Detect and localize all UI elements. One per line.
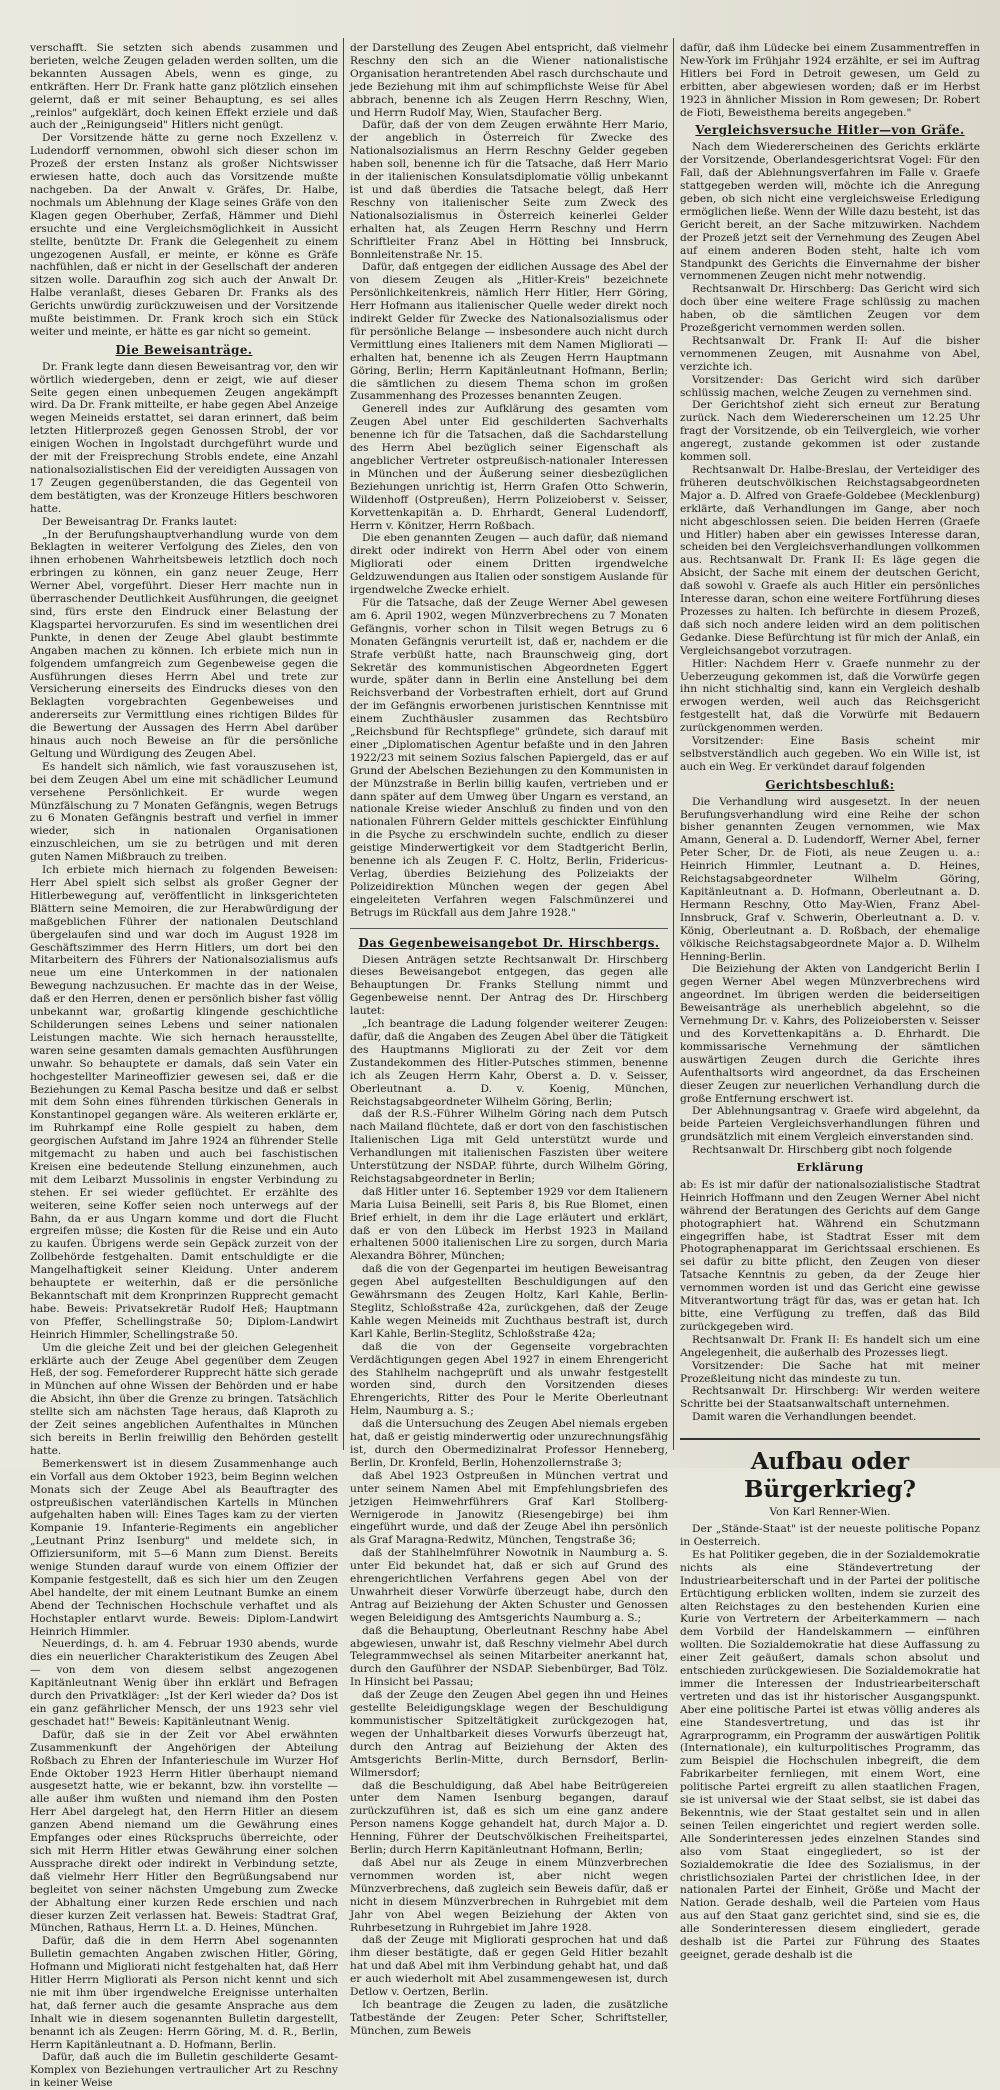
paragraph: Es handelt sich nämlich, wie fast vorauszusehen ist, bei dem Zeugen Abel um eine mit schädlicher Leumund versehene Persönlichkeit. Er wurde wegen Münzfälschung zu 7 Monaten Gefängnis, wegen Betrugs zu 6 Monaten Gefängnis bestraft und verfiel in immer wieder, sich in nationalen Organisationen einzuschleichen, um sie zu betrügen und mit deren guten Namen Mißbrauch zu treiben. <box>30 760 338 864</box>
divider <box>350 928 668 929</box>
paragraph: Hitler: Nachdem Herr v. Graefe nunmehr zu der Ueberzeugung gekommen ist, daß die Vorwürfe gegen ihn nicht stichhaltig sind, kann ein Vergleich deshalb erwogen werden, weil auch das Reichsgericht festgestellt hat, daß die Vorwürfe mit Bedauern zurückgenommen werden. <box>680 657 980 735</box>
paragraph: Dafür, daß der von dem Zeugen erwähnte Herr Mario, der angeblich in Österreich für Zwecke des Nationalsozialismus an Herrn Reschny Gelder gegeben haben soll, benenne ich für die Tatsache, daß Herr Mario in der italienischen Konsulatsdiplomatie völlig unbekannt ist und daß überdies die Tatsache belegt, daß Herr Reschny von italienischer Seite zum Zweck des Nationalsozialismus in Österreich keinerlei Gelder erhalten hat, als Zeugen Herrn Reschny und Herrn Schriftleiter Franz Abel in Hötting bei Innsbruck, Bonnleitenstraße Nr. 15. <box>350 119 668 261</box>
paragraph: daß Hitler unter 16. September 1929 vor dem Italienern Maria Luisa Beinelli, seit Paris 8, bis Rue Blomet, einen Brief erhielt, in dem ihr die Lage erläutert und erklärt, daß er von den Lübeck im Herbst 1923 in Mailand erhaltenen 5000 italienischen Lire zu sorgen, durch Maria Alexandra Böhrer, München; <box>350 1185 668 1263</box>
paragraph: Rechtsanwalt Dr. Frank II: Auf die bisher vernommenen Zeugen, mit Ausnahme von Abel, verzichte ich. <box>680 334 980 373</box>
paragraph: Rechtsanwalt Dr. Halbe-Breslau, der Verteidiger des früheren deutschvölkischen Reichstagsabgeordneten Major a. D. Alfred von Graefe-Goldebee (Mecklenburg) erklärte, daß Verhandlungen im Gange, aber noch nicht abgeschlossen seien. Die beiden Herren (Graefe und Hitler) haben aber ein gewisses Interesse daran, scheiden bei den Vergleichsverhandlungen vollkommen aus. Rechtsanwalt Dr. Frank II: Es läge gegen die Absicht, der Sache mit einem der deutschen Gericht, daß sowohl v. Graefe als auch Hitler ein persönliches Interesse daran, schon eine weitere Fortführung dieses Prozesses zu halten. Ich befürchte in diesem Prozeß, daß sich noch andere leiden wird an dem politischen Gedanke. Diese Befürchtung ist für mich der Anlaß, ein Vergleichsangebot vorzutragen. <box>680 464 980 657</box>
paragraph: daß die von der Gegenpartei im heutigen Beweisantrag gegen Abel aufgestellten Beschuldigungen auf den Gewährsmann des Zeugen Holtz, Karl Kahle, Berlin-Steglitz, Schloßstraße 42a, zurückgehen, daß der Zeuge Kahle wegen Meineids mit Zuchthaus bestraft ist, durch Karl Kahle, Berlin-Steglitz, Schloßstraße 42a; <box>350 1263 668 1340</box>
column-1 <box>30 42 338 2090</box>
column-3 <box>680 42 980 1961</box>
paragraph: daß der Zeuge mit Migliorati gesprochen hat und daß ihm dieser bestätigte, daß er gegen Geld Hitler bezahlt hat und daß Abel mit ihm Verbindung gehabt hat, und daß er auch wiederholt mit Abel zusammengewesen ist, durch Detlow v. Oertzen, Berlin. <box>350 1934 668 1999</box>
paragraph: Rechtsanwalt Dr. Frank II: Es handelt sich um eine Angelegenheit, die außerhalb des Prozesses liegt. <box>680 1333 980 1359</box>
paragraph: ab: Es ist mir dafür der nationalsozialistische Stadtrat Heinrich Hoffmann und den Zeugen Werner Abel nicht während der Beratungen des Gerichts auf dem Gange photographiert hat. Während ein Schutzmann eingegriffen habe, ist Stadtrat Esser mit dem Photographenapparat im Gerichtssaal erschienen. Es sei dafür zu bitte pflicht, den Zeugen von dieser Tatsache Kenntnis zu geben, da der Zeuge hier vernommen worden ist und das Gericht eine gewisse Mitverantwortung trägt für das, was er getan hat. Ich bitte, eine Verfügung zu treffen, daß das Bild zurückgegeben wird. <box>680 1178 980 1333</box>
paragraph: Es hat Politiker gegeben, die in der Sozialdemokratie nichts als eine Ständevertretung der Industriearbeiterschaft und in der Partei der politische Ertüchtigung erblicken wollten, indem sie zurzeit des alten Reichstages zu den bestehenden Kurien eine Kurie von Vertretern der Arbeiterkammern — nach dem Vorbild der Handelskammern — einführen wollten. Die Sozialdemokratie hat diese Auffassung zu einer Zeit geäußert, damals schon absolut und entschieden zurückgewiesen. Die Sozialdemokratie hat immer die Interessen der Industriearbeiterschaft vertreten und das ist ihr historischer Ausgangspunkt. Aber eine politische Partei ist etwas völlig anderes als eine Standesvertretung, und das ist ihr Agrarprogramm, ein Programm der auswärtigen Politik (Internationale), ein kulturpolitisches Programm, das zum Beispiel die Hochschulen inbegreift, die dem Fabrikarbeiter fernliegen, mit einem Wort, eine politische Partei ergreift zu allen staatlichen Fragen, sie ist universal wie der Staat selbst, sie ist dabei das Bekenntnis, wie der Staat gestaltet sein und in allen seinen Teilen eingerichtet und regiert werden solle. Alle Sonderinteressen jedes einzelnen Standes sind also vom Staat eingegliedert, so ist der Sozialdemokratie die Idee des Sozialismus, in der christlichsozialen Partei der christlichen Idee, in der nationalen Partei der Einheit, Größe und Macht der Nation. Gerade deshalb, weil die Parteien vom Haus aus auf den Staat ganz gerichtet sind, sind sie es, die alle Sonderinteressen diesem eingliedert, gerade deshalb ist die Partei zur Führung des Staates geeignet, gerade deshalb ist die <box>680 1548 980 1961</box>
paragraph: „Ich beantrage die Ladung folgender weiterer Zeugen: dafür, daß die Angaben des Zeugen Abel über die Tätigkeit des Hauptmanns Migliorati zu der Zeit vor dem Zustandekommen des Hitler-Putsches stimmen, benenne ich als Zeugen Herrn Kahr, Oberst a. D. v. Seisser, Oberleutnant a. D. v. Koenig, München, Reichstagsabgeordneter Wilhelm Göring, Berlin; <box>350 1018 668 1108</box>
paragraph: daß der Stahlhelmführer Nowotnik in Naumburg a. S. unter Eid bekundet hat, daß er sich auf Grund des ehrengerichtlichen Verfahrens gegen Abel von der Unwahrheit dieser Vorwürfe überzeugt habe, durch den Antrag auf Beiziehung der Akten Schuster und Genossen wegen Beleidigung des Amtsgerichts Naumburg a. S.; <box>350 1547 668 1624</box>
paragraph: Der Beweisantrag Dr. Franks lautet: <box>42 515 238 528</box>
paragraph: Rechtsanwalt Dr. Hirschberg: Das Gericht wird sich doch über eine weitere Frage schlüssig zu machen haben, ob die sämtlichen Zeugen vor dem Prozeßgericht vernommen werden sollen. <box>680 283 980 335</box>
column-2 <box>350 42 668 2037</box>
paragraph: Dr. Frank legte dann diesen Beweisantrag vor, den wir wörtlich wiedergeben, denn er zeigt, wie auf dieser Seite gegen einen unbequemen Zeugen angekämpft wird. Da Dr. Frank mitteilte, er habe gegen Abel Anzeige wegen Meineids erstattet, sei daran erinnert, daß beim letzten Hitlerprozeß gegen Genossen Strobl, der vor einigen Wochen in Ingolstadt durchgeführt wurde und der mit der Freisprechung Strobls endete, eine Anzahl nationalsozialistischen Eid der vereidigten Aussagen von 17 Zeugen gegenüberstanden, die das Gegenteil von dem bestätigten, was der Kronzeuge Hitlers beschworen hatte. <box>30 360 338 515</box>
paragraph: Dafür, daß entgegen der eidlichen Aussage des Abel der von diesem Zeugen als „Hitler-Kreis" bezeichnete Persönlichkeitenkreis, nämlich Herr Hitler, Herr Göring, Herr Hofmann aus italienischer Quelle weder direkt noch indirekt Gelder für Zwecke des Nationalsozialismus oder für persönliche Belange — insbesondere auch nicht durch Vermittlung eines Italieners mit dem Namen Migliorati — erhalten hat, benenne ich als Zeugen Herrn Hauptmann Göring, Berlin; Herrn Kapitänleutnant Hofmann, Berlin; die sämtlichen zu diesem Thema schon im großen Zusammenhang des Prozesses benannten Zeugen. <box>350 261 668 403</box>
column-rule <box>343 38 344 1450</box>
paragraph: Der Ablehnungsantrag v. Graefe wird abgelehnt, da beide Parteien Vergleichsverhandlungen führen und grundsätzlich mit einem Vergleich einverstanden sind. <box>680 1105 980 1144</box>
paragraph: Ich erbiete mich hiernach zu folgenden Beweisen: Herr Abel spielt sich selbst als großer Gegner der Hitlerbewegung auf, veröffentlicht in linksgerichteten Blättern seine Memoiren, die zur Herabwürdigung der maßgeblichen Führer der nationalen Deutschland übergelaufen sind und war doch im August 1928 im Geschäftszimmer des Herrn Hitlers, um dort bei den Mitarbeitern des Führers der Nationalsozialismus aufs neue um eine Unterkommen in der nationalen Bewegung nachzusuchen. Er machte das in der Weise, daß er den Herren, denen er persönlich bisher fast völlig unbekannt war, großartig klingende geschichtliche Schilderungen seines Lebens und seiner nationalen Leistungen machte. Wie sich hernach herausstellte, waren seine gesamten damals gemachten Ausführungen unwahr. So behauptete er damals, daß sein Vater ein hochgestellter Marineoffizier gewesen sei, daß er die Beziehungen zu Kemal Pascha besitze und daß er selbst mit dem Sohn eines führenden türkischen Generals in Konstantinopel gegangen wäre. Als weiteren erklärte er, im Ruhrkampf eine Rolle gespielt zu haben, dem georgischen Aufstand im Jahre 1924 an führender Stelle mitgemacht zu haben und auch bei faschistischen Kreisen eine bedeutende Stellung einzunehmen, auch mit dem Leibarzt Mussolinis in engster Verbindung zu stehen. Er sei wieder geflüchtet. Er erzählte des weiteren, seine Koffer seien noch unterwegs auf der Bahn, da er aus Ungarn komme und dort die Flucht ergreifen müsse; die Kosten für die Reise und ein Auto zu kaufen. Übrigens werde sein Gepäck zurzeit von der Zollbehörde festgehalten. Damit entschuldigte er die Mangelhaftigkeit seiner Kleidung. Unter anderem behauptete er weiterhin, daß er die persönliche Bekanntschaft mit dem Kronprinzen Rupprecht gemacht habe. Beweis: Privatsekretär Rudolf Heß; Hauptmann von Pfeffer, Schellingstraße 50; Diplom-Landwirt Heinrich Himmler, Schellingstraße 50. <box>30 864 338 1341</box>
paragraph: Der Gerichtshof zieht sich erneut zur Beratung zurück. Nach dem Wiedererscheinen um 12.25 Uhr fragt der Vorsitzende, ob ein Teilvergleich, wie vorher angeregt, zustande gekommen ist oder zustande kommen soll. <box>680 399 980 464</box>
paragraph: Die Beiziehung der Akten von Landgericht Berlin I gegen Werner Abel wegen Münzverbrechens wird angeordnet. Im übrigen werden die beiderseitigen Beweisanträge als unerheblich abgelehnt, so die Vernehmung Dr. v. Kahrs, des Polizeiobersten v. Seisser und des Korvettenkapitäns a. D. Ehrhardt. Die kommissarische Vernehmung der sämtlichen auswärtigen Zeugen durch die Gerichte ihres Aufenthaltsorts wird angeordnet, da das Erscheinen dieser Zeugen zur neuerlichen Verhandlung durch die große Entfernung erschwert ist. <box>680 963 980 1105</box>
paragraph: Vorsitzender: Das Gericht wird sich darüber schlüssig machen, welche Zeugen zu vernehmen sind. <box>680 373 980 399</box>
paragraph: Um die gleiche Zeit und bei der gleichen Gelegenheit erklärte auch der Zeuge Abel gegenüber dem Zeugen Heß, der sog. Femeforderer Rupprecht hätte sich gerade in München auf ohne Wissen der Behörden und er habe die Absicht, ihn über die Grenze zu bringen. Tatsächlich stellte sich am nächsten Tage heraus, daß Klaproth zu der Zeit seines angeblichen Aufenthaltes in München sich bereits in Berlin freiwillig den Behörden gestellt hatte. <box>30 1341 338 1457</box>
paragraph: Dafür, daß sie in der Zeit vor Abel erwähnten Zusammenkunft der Angehörigen der Abteilung Roßbach zu Ehren der Infanterieschule im Wurzer Hof Ende Oktober 1923 Herrn Hitler überhaupt niemand ausgesetzt hatte, wie er bekannt, bzw. ihn vorstellte — alle außer ihm wußten und niemand ihm den Posten Herr Abel dargelegt hat, den Herrn Hitler an diesem ganzen Abend niemand um die Gewährung eines Empfanges oder eines Rückspruchs überreichte, oder sich mit Herrn Hitler etwas Gewährung einer solchen Aussprache direkt oder indirekt in Verbindung setzte, daß vielmehr Herr Hitler den Begrüßungsabend nur begleitet von seiner nächsten Umgebung zum Zwecke der Abhaltung einer kurzen Rede erschien und nach dieser kurzen Zeit verlassen hat. Beweis: Stadtrat Graf, München, Rathaus, Herrn Lt. a. D. Heines, München. <box>30 1728 338 1935</box>
paragraph: Die Verhandlung wird ausgesetzt. In der neuen Berufungsverhandlung wird eine Reihe der schon bisher genannten Zeugen vernommen, wie Max Amann, General a. D. Ludendorff, Werner Abel, ferner Peter Scher, Dr. de Fioti, als neue Zeugen u. a.: Heinrich Himmler, Leutnant a. D. Heines, Reichstagsabgeordneter Wilhelm Göring, Kapitänleutnant a. D. Hofmann, Oberleutnant a. D. Hermann Reschny, Otto May-Wien, Franz Abel-Innsbruck, Graf v. Schwerin, Oberleutnant a. D. v. König, Oberleutnant a. D. Roßbach, der ehemalige völkische Reichstagsabgeordnete Major a. D. Wilhelm Henning-Berlin. <box>680 795 980 963</box>
section-heading: Das Gegenbeweisangebot Dr. Hirschbergs. <box>358 935 660 950</box>
paragraph: Diesen Anträgen setzte Rechtsanwalt Dr. Hirschberg dieses Beweisangebot entgegen, das gegen alle Behauptungen Dr. Franks Stellung nimmt und Gegenbeweise nennt. Der Antrag des Dr. Hirschberg lautet: <box>350 953 668 1018</box>
paragraph: daß die von der Gegenseite vorgebrachten Verdächtigungen gegen Abel 1927 in einem Ehrengericht des Stahlhelm nachgeprüft und als unwahr festgestellt worden sind, durch den Vorsitzenden dieses Ehrengerichts, Ritter des Pour le Merite Oberleutnant Helm, Naumburg a. S.; <box>350 1340 668 1418</box>
paragraph: Bemerkenswert ist in diesem Zusammenhange auch ein Vorfall aus dem Oktober 1923, beim Beginn welchen Monats sich der Zeuge Abel als Beauftragter des ostpreußischen vaterländischen Kartells in München aufgehalten haben will: Eines Tages kam zu der vierten Kompanie 19. Infanterie-Regiments ein angeblicher „Leutnant Prinz Isenburg" und meldete sich, in Offiziersuniform, mit 5—6 Mann zum Dienst. Bereits wenige Stunden darauf wurde von einem Offizier der Kompanie festgestellt, daß es sich hier um den Zeugen Abel handelte, der mit einem Leutnant Bumke an einem Abend der Technischen Hochschule verhaftet und als Hochstapler entlarvt wurde. Beweis: Diplom-Landwirt Heinrich Himmler. <box>30 1457 338 1638</box>
paragraph: „In der Berufungshauptverhandlung wurde von dem Beklagten in weiterer Verfolgung des Zieles, den von ihnen erhobenen Wahrheitsbeweis letztlich doch noch erbringen zu können, ein ganz neuer Zeuge, Herr Werner Abel, vorgeführt. Dieser Herr machte nun in überraschender Deutlichkeit Ausführungen, die geeignet sind, fürs erste den Eindruck einer Belastung der Klagspartei hervorzurufen. Es sind im wesentlichen drei Punkte, in denen der Zeuge Abel glaubt bestimmte Angaben machen zu können. Ich erbiete mich nun in folgendem umfangreich zum Gegenbeweise gegen die Ausführungen dieses Herrn Abel und trete zur Versicherung einerseits des Eindrucks dieses von den Beklagten vorgebrachten Gegenbeweises und andererseits zur Vermittlung eines richtigen Bildes für die Bewertung der Aussagen des Herrn Abel darüber hinaus auch noch Beweise an für die persönliche Geltung und Würdigung des Zeugen Abel. <box>30 528 338 760</box>
paragraph: Ich beantrage die Zeugen zu laden, die zusätzliche Tatbestände der Zeugen: Peter Scher, Schriftsteller, München, zum Beweis <box>350 1998 668 2037</box>
paragraph: daß der Zeuge den Zeugen Abel gegen ihn und Heines gestellte Beleidigungsklage wegen der Beschuldigung kommunistischer Spitzeltätigkeit zurückgezogen hat, wegen der Unhaltbarkeit dieses Vorwurfs überzeugt hat, durch den Antrag auf Beiziehung der Akten des Amtsgerichts Berlin-Mitte, durch Bernsdorf, Berlin-Wilmersdorf; <box>350 1689 668 1779</box>
paragraph: daß Abel nur als Zeuge in einem Münzverbrechen vernommen worden ist, aber nicht wegen Münzverbrechens, daß zugleich sein Beweis dafür, daß er nicht in diesem Münzverbrechen in Ruhrgebiet mit dem Jahr von Abel wegen Beiziehung der Akten von Ruhrbesetzung in Ruhrgebiet im Jahre 1928. <box>350 1856 668 1934</box>
paragraph: verschafft. Sie setzten sich abends zusammen und berieten, welche Zeugen geladen werden sollten, um die bekannten Aussagen Abels, wenn es ginge, zu entkräften. Herr Dr. Frank hatte ganz plötzlich einsehen gelernt, daß er mit seiner Behauptung, es sei alles „reinlos" aufgeklärt, doch keinen Effekt erziele und daß auch der „Reinigungseid" Hitlers nicht genügt. <box>30 42 338 132</box>
paragraph: daß der R.S.-Führer Wilhelm Göring nach dem Putsch nach Mailand flüchtete, daß er dort von den faschistischen Italienischen Liga mit Geld unterstützt wurde und Verhandlungen mit italienischen Faszisten über weitere Unterstützung der NSDAP. führte, durch Wilhelm Göring, Reichstagsabgeordneter in Berlin; <box>350 1108 668 1185</box>
paragraph: Die eben genannten Zeugen — auch dafür, daß niemand direkt oder indirekt von Herrn Abel oder von einem Migliorati oder einem Dritten irgendwelche Geldzuwendungen aus Italien oder sonstigem Auslande für irgendwelche Zwecke erhielt. <box>350 532 668 597</box>
paragraph: Rechtsanwalt Dr. Hirschberg: Wir werden weitere Schritte bei der Staatsanwaltschaft unternehmen. <box>680 1385 980 1411</box>
paragraph: der Darstellung des Zeugen Abel entspricht, daß vielmehr Reschny den sich an die Wiener nationalistische Organisation herantretenden Abel rasch durchschaute und jede Beziehung mit ihm auf schimpflichste Weise für Abel abbrach, benenne ich als Zeugen Herrn Reschny, Wien, und Herrn Rudolf May, Wien, Staufacher Berg. <box>350 42 668 119</box>
paragraph: Für die Tatsache, daß der Zeuge Werner Abel gewesen am 6. April 1902, wegen Münzverbrechens zu 7 Monaten Gefängnis, vorher schon in Tilsit wegen Betrugs zu 6 Monaten Gefängnis verurteilt ist, daß er, nachdem er die Strafe verbüßt hatte, nach Braunschweig ging, dort Sekretär des kommunistischen Abgeordneten Eggert wurde, später dann in Berlin eine Anstellung bei dem Reichsverband der Vorbestraften erhielt, dort auf Grund der im Gefängnis erworbenen juristischen Kenntnisse mit einem Zuchthäusler zusammen das Rechtsbüro „Reichsbund für Rechtspflege" gründete, sich darauf mit einer „Diplomatischen Agentur befaßte und in den Jahren 1922/23 mit seinem Sozius falschen Papiergeld, das er auf Grund der Abelschen Beziehungen zu den Kommunisten in der Münzstraße in Berlin billig kaufen, vertrieben und er dann später auf dem Umweg über Ungarn es verstand, an nationale Kreise wieder Anschluß zu finden und von den nationalen Führern Gelder mittels geschickter Einfühlung in die Psyche zu erschwindeln suchte, endlich zu dieser geistige Minderwertigkeit vor dem Stadtgericht Berlin, benenne ich als Zeugen F. C. Holtz, Berlin, Fridericus-Verlag, überdies Beiziehung des Polizeiakts der Polizeidirektion München wegen der gegen Abel eingeleiteten Verfahren wegen Falschmünzerei und Betrugs im Rückfall aus dem Jahre 1928." <box>350 596 668 919</box>
paragraph: Neuerdings, d. h. am 4. Februar 1930 abends, wurde dies ein neuerlicher Charakteristikum des Zeugen Abel — von dem von diesem selbst angezogenen Kapitänleutnant Wenig über ihn erklärt und Befragen durch den Privatkläger: „Ist der Kerl wieder da? Dos ist ein ganz gefährlicher Mensch, der uns 1923 sehr viel geschadet hat!" Beweis: Kapitänleutnant Wenig. <box>30 1638 338 1728</box>
paragraph: daß die Beschuldigung, daß Abel habe Beitrügereien unter dem Namen Isenburg begangen, darauf zurückzuführen ist, daß es sich um eine ganz andere Person namens Kogge gehandelt hat, durch Major a. D. Henning, Führer der Deutschvölkischen Freiheitspartei, Berlin; durch Herrn Kapitänleutnant Hofmann, Berlin; <box>350 1779 668 1857</box>
paragraph: Der „Stände-Staat" ist der neueste politische Popanz in Oesterreich. <box>680 1523 980 1548</box>
paragraph: Damit waren die Verhandlungen beendet. <box>692 1411 917 1424</box>
paragraph: Nach dem Wiedererscheinen des Gerichts erklärte der Vorsitzende, Oberlandesgerichtsrat Vogel: Für den Fall, daß der Ablehnungsverfahren im Falle v. Graefe stattgegeben werden will, möchte ich die Anregung geben, ob sich nicht eine vergleichsweise Erledigung ermöglichen ließe. Wenn der Wille dazu besteht, ist das Gericht bereit, an der Sache mitzuwirken. Nachdem der Prozeß jetzt seit der Vernehmung des Zeugen Abel auf einem anderen Boden steht, halte ich vom Standpunkt des Gerichts die Einvernahme der bisher vernommenen Zeugen nicht mehr notwendig. <box>680 141 980 283</box>
paragraph: dafür, daß ihm Lüdecke bei einem Zusammentreffen in New-York im Frühjahr 1924 erzählte, er sei im Auftrag Hitlers bei Ford in Detroit gewesen, um Geld zu erbitten, aber abgewiesen worden; daß er im Herbst 1923 in ähnlicher Mission in Rom gewesen; Dr. Robert de Fioti, Beweisthema bereits angegeben." <box>680 42 980 119</box>
column-rule <box>673 38 674 1450</box>
subheading: Erklärung <box>796 1161 864 1175</box>
section-heading: Vergleichsversuche Hitler—von Gräfe. <box>695 123 965 138</box>
section-heading: Gerichtsbeschluß: <box>765 777 895 792</box>
paragraph: daß die Untersuchung des Zeugen Abel niemals ergeben hat, daß er geistig minderwertig oder unzurechnungsfähig ist, durch den Obermedizinalrat Professor Henneberg, Berlin, Dr. Kronfeld, Berlin, Hohenzollernstraße 3; <box>350 1418 668 1469</box>
section-heading: Die Beweisanträge. <box>115 342 253 357</box>
paragraph: Vorsitzender: Eine Basis scheint mir selbstverständlich auch gegeben. Wo ein Wille ist, ist auch ein Weg. Er verkündet darauf folgenden <box>680 735 980 773</box>
article-title: Aufbau oder Bürgerkrieg? <box>680 1438 980 1504</box>
byline: Von Karl Renner-Wien. <box>769 1506 891 1519</box>
paragraph: daß die Behauptung, Oberleutnant Reschny habe Abel abgewiesen, unwahr ist, daß Reschny vielmehr Abel durch Telegrammwechsel als seinen Mitarbeiter anerkannt hat, durch den Gauführer der NSDAP. Siebenbürger, Bad Tölz. In Hinsicht bei Passau; <box>350 1624 668 1689</box>
paragraph: Vorsitzender: Die Sache hat mit meiner Prozeßleitung nicht das mindeste zu tun. <box>680 1359 980 1385</box>
paragraph: Dafür, daß die in dem Herrn Abel sogenannten Bulletin gemachten Angaben zwischen Hitler, Göring, Hofmann und Migliorati nicht festgehalten hat, daß Herr Hitler Herrn Migliorati als Person nicht kennt und sich nie mit ihm über irgendwelche Ereignisse unterhalten hat, daß ferner auch die gesamte Ansprache aus dem Inhalt wie in diesem sogenannten Bulletin dargestellt, benannt ich als Zeugen: Herrn Göring, M. d. R., Berlin, Herrn Kapitänleutnant a. D. Hofmann, Berlin. <box>30 1935 338 2051</box>
paragraph: Dafür, daß auch die im Bulletin geschilderte Gesamt-Komplex von Beziehungen vertraulicher Art zu Reschny in keiner Weise <box>30 2051 338 2090</box>
paragraph: Der Vorsitzende hätte zu gerne noch Exzellenz v. Ludendorff vernommen, obwohl sich dieser schon im Prozeß der ersten Instanz als großer Nichtswisser erwiesen hatte, doch auch das Vorsitzende mußte nachgeben. Da der Anwalt v. Gräfes, Dr. Halbe, nochmals um Ablehnung der Klage seines Gräfe von den Klagen gegen Oberhuber, Zerfaß, Hämmer und Diehl ersuchte und eine Vergleichsmöglichkeit in Aussicht stellte, benützte Dr. Frank die Gelegenheit zu einem ungezogenen Ausfall, er meinte, er könne es Gräfe nachfühlen, daß er nicht in der Gesellschaft der anderen sitzen wolle. Daraufhin zog sich auch der Anwalt Dr. Halbe veranlaßt, dieses Gebaren Dr. Franks als des Gerichts unwürdig zurückzuweisen und der Vorsitzende mußte beistimmen. Dr. Frank kroch sich ein Stück weiter und meinte, er hätte es gar nicht so gemeint. <box>30 132 338 338</box>
paragraph: daß Abel 1923 Ostpreußen in München vertrat und unter seinem Namen Abel mit Empfehlungsbriefen des jetzigen Heimwehrführers Graf Karl Stollberg-Wernigerode in Janowitz (Riesengebirge) bei ihm eingeführt wurde, und daß der Zeuge Abel ihn persönlich als Graf Maragna-Redwitz, München, Tengstraße 36; <box>350 1469 668 1547</box>
paragraph: Generell indes zur Aufklärung des gesamten vom Zeugen Abel unter Eid geschilderten Sachverhalts benenne ich für die Tatsachen, daß die Sachdarstellung des Herrn Abel bezüglich seiner Eigenschaft als angeblicher Vertreter ostpreußisch-nationaler Interessen in München und der Äußerung seiner diesbezüglichen Beziehungen unrichtig ist, Herrn Grafen Otto Schwerin, Wildenhoff (Ostpreußen), Herrn Polizeioberst v. Seisser, Korvettenkapitän a. D. Ehrhardt, General Ludendorff, Herrn v. Könitzer, Herrn Roßbach. <box>350 403 668 532</box>
paragraph: Rechtsanwalt Dr. Hirschberg gibt noch folgende <box>692 1144 953 1157</box>
